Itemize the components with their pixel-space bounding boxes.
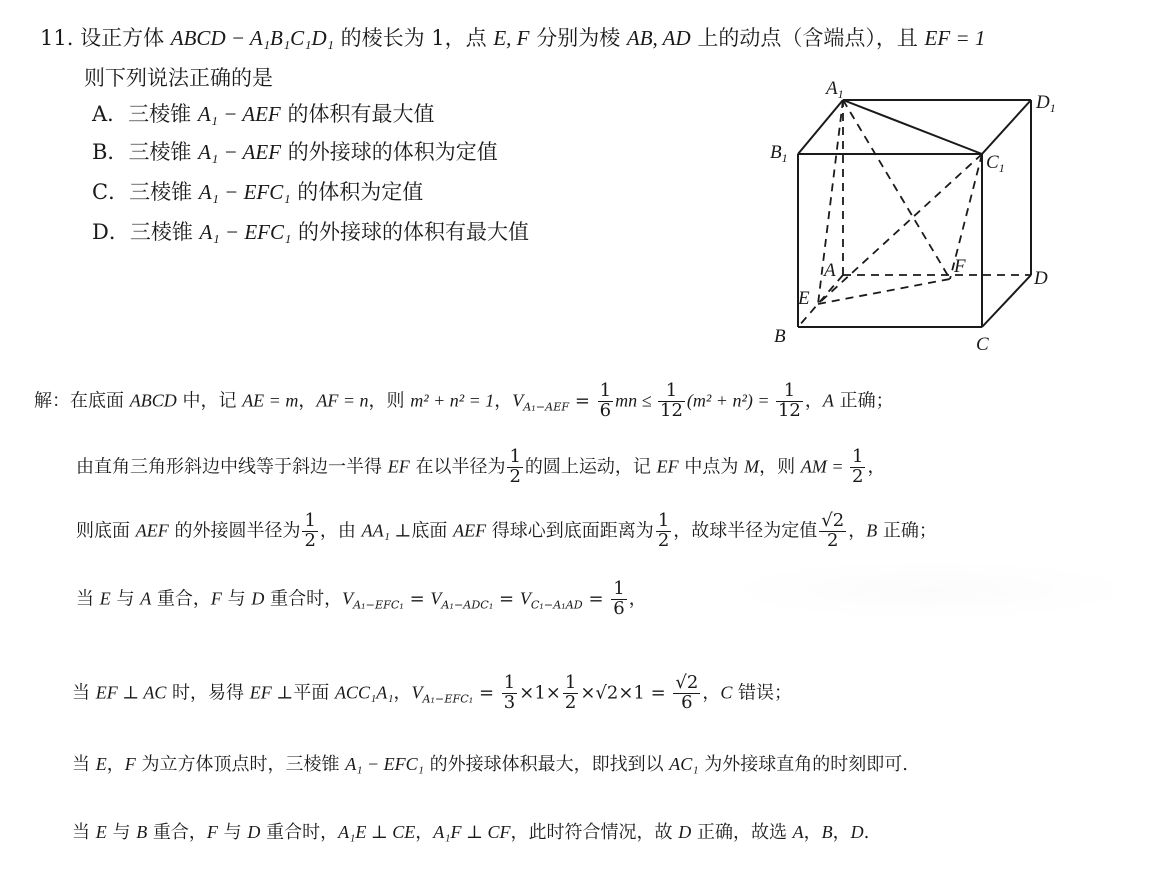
question-stem-line2: 则下列说法正确的是 bbox=[84, 66, 273, 90]
solution-line-1: 解：在底面 ABCD 中，记 AE = m，AF = n，则 m² + n² = 1，$V_{A_1-AEF}$ = $\frac{1}{6}$ mn ≤ $\frac{1}{12}$ (m² + n²) = $\frac{1}{12}$ ，A 正确； bbox=[34, 380, 894, 421]
label-b1: $B_1$ bbox=[770, 142, 788, 165]
fraction: $\frac{1}{6}$ bbox=[613, 578, 625, 619]
edge-c-d bbox=[982, 275, 1031, 327]
option-d: D．三棱锥 A₁ − EFC₁ 的外接球的体积有最大值 bbox=[92, 220, 529, 244]
label-f: F bbox=[954, 256, 966, 277]
option-c: C．三棱锥 A₁ − EFC₁ 的体积为定值 bbox=[92, 180, 424, 204]
label-e: E bbox=[798, 288, 810, 309]
fraction: $\frac{1}{12}$ bbox=[777, 380, 801, 421]
scan-smudge bbox=[720, 560, 1140, 620]
edge-a1-b1 bbox=[798, 100, 843, 154]
edge-a1-c1 bbox=[843, 100, 982, 154]
label-a: A bbox=[824, 260, 836, 281]
condition: EF = 1 bbox=[924, 26, 986, 50]
question-number: 11. bbox=[40, 26, 74, 50]
label-d1: $D_1$ bbox=[1036, 92, 1056, 115]
fraction: $\frac{1}{2}$ bbox=[851, 446, 864, 487]
fraction: $\frac{√2}{2}$ bbox=[821, 510, 845, 551]
cube-figure bbox=[760, 72, 1080, 362]
cube-name: ABCD − A₁B₁C₁D₁ bbox=[170, 26, 334, 50]
fraction: $\frac{√2}{6}$ bbox=[675, 672, 699, 713]
fraction: $\frac{1}{2}$ bbox=[304, 510, 316, 551]
label-c: C bbox=[976, 334, 989, 355]
fraction: $\frac{1}{2}$ bbox=[564, 672, 577, 713]
fraction: $\frac{1}{6}$ bbox=[599, 380, 612, 421]
solution-line-2: 由直角三角形斜边中线等于斜边一半得 EF 在以半径为 $\frac{1}{2}$ 的圆上运动，记 EF 中点为 M，则 AM = $\frac{1}{2}$ ， bbox=[76, 446, 886, 487]
solution-line-6: 当 E，F 为立方体顶点时，三棱锥 A₁ − EFC₁ 的外接球体积最大，即找到以 AC₁ 为外接球直角的时刻即可. bbox=[72, 754, 909, 775]
option-a: A．三棱锥 A₁ − AEF 的体积有最大值 bbox=[92, 102, 435, 126]
fraction: $\frac{1}{2}$ bbox=[657, 510, 670, 551]
solution-line-4: 当 E 与 A 重合，F 与 D 重合时，$V_{A_1-EFC_1} = V_{A_1-ADC_1} = V_{C_1-A_1AD}$ = $\frac{1}{6}$ ， bbox=[76, 578, 647, 619]
label-c1: $C_1$ bbox=[986, 152, 1005, 175]
label-b: B bbox=[774, 326, 786, 347]
solution-line-7: 当 E 与 B 重合，F 与 D 重合时，A₁E ⊥ CE，A₁F ⊥ CF，此时符合情况，故 D 正确，故选 A，B，D. bbox=[72, 822, 870, 843]
segment-e-f bbox=[818, 279, 950, 304]
label-a1: $A_1$ bbox=[826, 78, 844, 101]
segment-a1-f bbox=[843, 100, 950, 279]
option-b: B．三棱锥 A₁ − AEF 的外接球的体积为定值 bbox=[92, 140, 498, 164]
fraction: $\frac{1}{12}$ bbox=[660, 380, 683, 421]
edge-d1-c1 bbox=[982, 100, 1031, 154]
solution-line-3: 则底面 AEF 的外接圆半径为 $\frac{1}{2}$ ，由 AA₁ ⊥底面 AEF 得球心到底面距离为 $\frac{1}{2}$ ，故球半径为定值 $\frac{√2}{2}$ ，B 正确； bbox=[76, 510, 937, 551]
question-stem-line1: 11. 设正方体 ABCD − A₁B₁C₁D₁ 的棱长为 1，点 E, F 分别为棱 AB, AD 上的动点（含端点），且 EF = 1 bbox=[40, 26, 986, 50]
solution-line-5: 当 EF ⊥ AC 时，易得 EF ⊥平面 ACC₁A₁，$V_{A_1-EFC_1}$ = $\frac{1}{3}$ ×1× $\frac{1}{2}$ ×√2×1 = $\frac{√2}{6}$ ，C 错误； bbox=[72, 672, 793, 713]
fraction: $\frac{1}{2}$ bbox=[509, 446, 521, 487]
label-d: D bbox=[1034, 268, 1048, 289]
fraction: $\frac{1}{3}$ bbox=[503, 672, 516, 713]
